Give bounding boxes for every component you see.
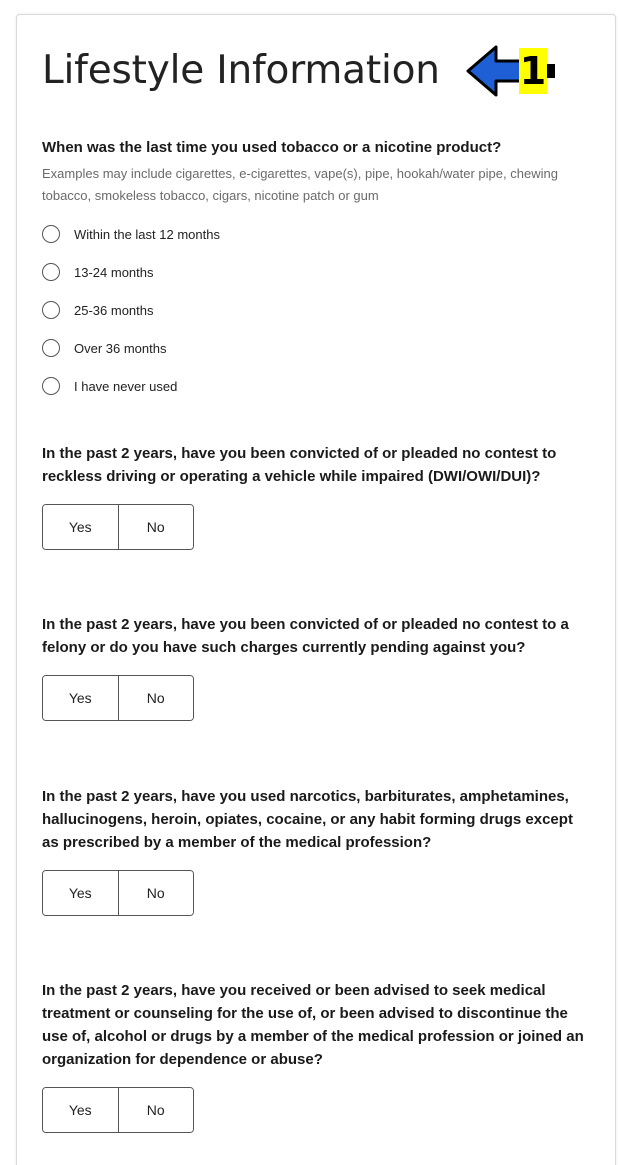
treatment-yes-no-group [42, 1087, 194, 1133]
radio-option-never-used[interactable] [42, 367, 590, 405]
tobacco-options [42, 215, 590, 405]
treatment-question: In the past 2 years, have you received or been advised to seek medical treatment or counseling for the use of, or been advised to discontinue the use of, alcohol or drugs by a member of the medical profession or joined an organization for dependence or abuse? [42, 982, 584, 1068]
yes-button[interactable]: Yes [43, 505, 118, 549]
no-button[interactable]: No [118, 1088, 194, 1132]
radio-label: 25-36 months [74, 302, 154, 318]
felony-yes-no-group [42, 675, 194, 721]
page-title: Lifestyle Information [42, 47, 440, 93]
radio-option-13-24-months[interactable] [42, 253, 590, 291]
driving-question: In the past 2 years, have you been convicted of or pleaded no contest to reckless driving or operating a vehicle while impaired (DWI/OWI/DUI)? [42, 445, 557, 485]
no-button[interactable]: No [118, 505, 194, 549]
felony-question-section [42, 613, 590, 721]
driving-question-section [42, 442, 590, 550]
treatment-question-section [42, 979, 590, 1133]
radio-label: 13-24 months [74, 264, 154, 280]
tobacco-question: When was the last time you used tobacco or a nicotine product? [42, 139, 502, 156]
narcotics-yes-no-group [42, 870, 194, 916]
radio-option-25-36-months[interactable] [42, 291, 590, 329]
radio-option-within-12-months[interactable] [42, 215, 590, 253]
driving-yes-no-group [42, 504, 194, 550]
narcotics-question-section [42, 785, 590, 916]
radio-button[interactable] [42, 301, 60, 319]
radio-button[interactable] [42, 263, 60, 281]
no-button[interactable]: No [118, 676, 194, 720]
annotation-badge: 1 [519, 49, 547, 93]
radio-label: I have never used [74, 378, 178, 394]
tobacco-section [42, 136, 590, 405]
yes-button[interactable]: Yes [43, 871, 118, 915]
yes-button[interactable]: Yes [43, 1088, 118, 1132]
tobacco-hint: Examples may include cigarettes, e-cigarettes, vape(s), pipe, hookah/water pipe, chewing tobacco, smokeless tobacco, cigars, nicotine patch or gum [42, 166, 558, 203]
radio-button[interactable] [42, 377, 60, 395]
felony-question: In the past 2 years, have you been convicted of or pleaded no contest to a felony or do you have such charges currently pending against you? [42, 616, 569, 656]
yes-button[interactable]: Yes [43, 676, 118, 720]
radio-button[interactable] [42, 339, 60, 357]
radio-label: Within the last 12 months [74, 226, 220, 242]
radio-label: Over 36 months [74, 340, 167, 356]
annotation-marker [466, 44, 558, 98]
narcotics-question: In the past 2 years, have you used narcotics, barbiturates, amphetamines, hallucinogens, heroin, opiates, cocaine, or any habit forming drugs except as prescribed by a member of the medical profession? [42, 788, 573, 851]
no-button[interactable]: No [118, 871, 194, 915]
title-row [42, 40, 440, 100]
radio-button[interactable] [42, 225, 60, 243]
radio-option-over-36-months[interactable] [42, 329, 590, 367]
